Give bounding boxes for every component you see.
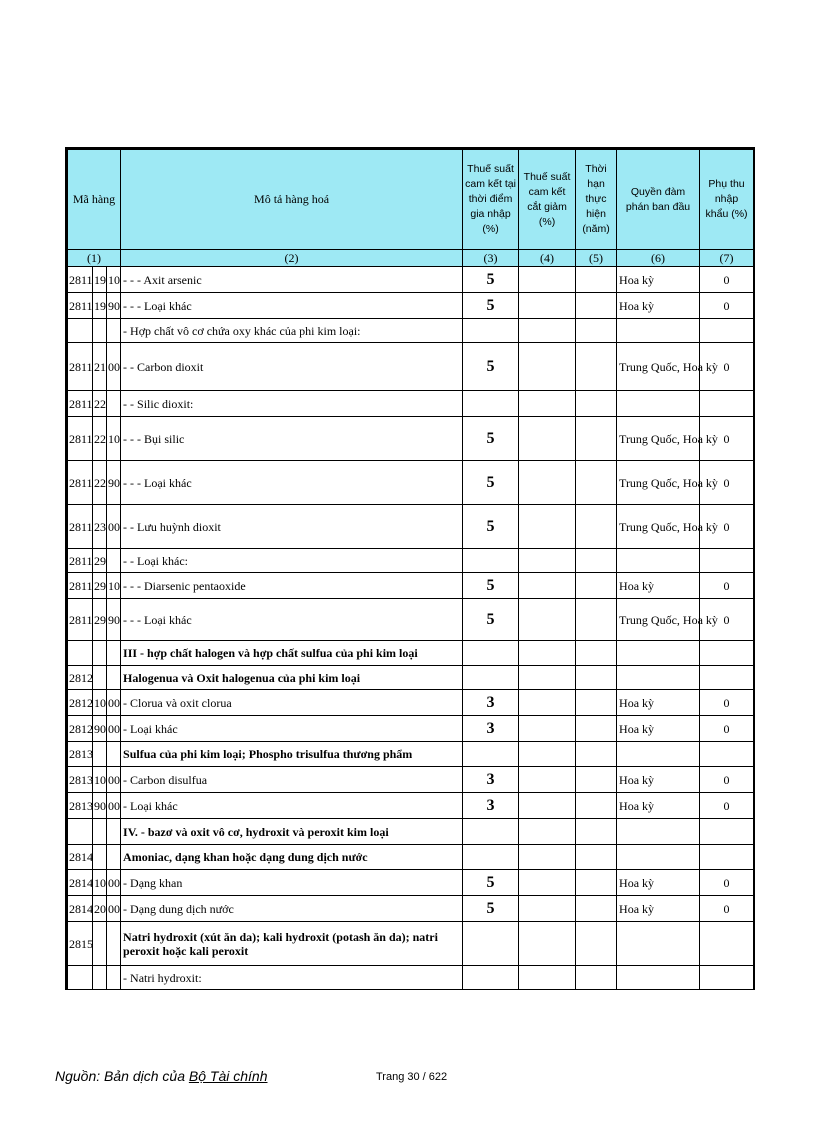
cell-cut	[519, 716, 576, 742]
cell-c2	[93, 966, 107, 990]
cell-c1: 2814	[68, 896, 93, 922]
cell-c2: 19	[93, 293, 107, 319]
cell-party: Trung Quốc, Hoa kỳ	[617, 599, 700, 641]
table-row	[68, 666, 754, 690]
tariff-table-container	[65, 147, 755, 990]
table-row	[68, 742, 754, 767]
cell-c3: 00	[107, 343, 121, 391]
cell-c3: 90	[107, 293, 121, 319]
cell-c1	[68, 819, 93, 845]
cell-term	[576, 267, 617, 293]
cell-desc: Amoniac, dạng khan hoặc dạng dung dịch nước	[121, 845, 463, 870]
cell-term	[576, 690, 617, 716]
cell-c2: 10	[93, 870, 107, 896]
cell-rate: 3	[463, 690, 519, 716]
cell-c2: 29	[93, 599, 107, 641]
cell-cut	[519, 461, 576, 505]
cell-c3: 10	[107, 267, 121, 293]
column-number: (4)	[519, 250, 576, 267]
cell-term	[576, 870, 617, 896]
cell-c1: 2811	[68, 505, 93, 549]
cell-rate: 5	[463, 267, 519, 293]
table-row	[68, 573, 754, 599]
table-row	[68, 461, 754, 505]
cell-c1: 2811	[68, 599, 93, 641]
cell-cut	[519, 417, 576, 461]
cell-c1	[68, 641, 93, 666]
cell-term	[576, 742, 617, 767]
cell-c1: 2813	[68, 742, 93, 767]
table-row	[68, 716, 754, 742]
header-implementation-period: Thời hạn thực hiện (năm)	[576, 150, 617, 250]
cell-sur: 0	[700, 870, 754, 896]
cell-sur	[700, 391, 754, 417]
cell-c1: 2811	[68, 391, 93, 417]
cell-cut	[519, 870, 576, 896]
cell-desc: IV. - bazơ và oxit vô cơ, hydroxit và peroxit kim loại	[121, 819, 463, 845]
cell-cut	[519, 896, 576, 922]
cell-term	[576, 293, 617, 319]
cell-term	[576, 819, 617, 845]
cell-rate	[463, 966, 519, 990]
cell-c2: 29	[93, 573, 107, 599]
cell-cut	[519, 573, 576, 599]
header-row	[68, 150, 754, 250]
cell-sur: 0	[700, 716, 754, 742]
cell-term	[576, 319, 617, 343]
cell-sur: 0	[700, 573, 754, 599]
cell-c1: 2811	[68, 417, 93, 461]
cell-c3: 00	[107, 716, 121, 742]
cell-rate: 5	[463, 870, 519, 896]
cell-party	[617, 845, 700, 870]
cell-cut	[519, 845, 576, 870]
cell-cut	[519, 505, 576, 549]
cell-c2	[93, 319, 107, 343]
cell-rate: 5	[463, 599, 519, 641]
table-row	[68, 343, 754, 391]
table-row	[68, 267, 754, 293]
cell-desc: Natri hydroxit (xút ăn da); kali hydroxit (potash ăn da); natri peroxit hoặc kali peroxit	[121, 922, 463, 966]
cell-c1: 2814	[68, 845, 93, 870]
cell-desc: - Dạng khan	[121, 870, 463, 896]
cell-rate	[463, 391, 519, 417]
header-description: Mô tả hàng hoá	[121, 150, 463, 250]
cell-cut	[519, 922, 576, 966]
cell-term	[576, 666, 617, 690]
cell-cut	[519, 293, 576, 319]
cell-c2	[93, 819, 107, 845]
cell-c2: 90	[93, 716, 107, 742]
cell-c1: 2812	[68, 666, 93, 690]
column-number-row	[68, 250, 754, 267]
table-row	[68, 549, 754, 573]
cell-rate: 5	[463, 573, 519, 599]
table-row	[68, 319, 754, 343]
cell-rate	[463, 641, 519, 666]
cell-c3: 90	[107, 461, 121, 505]
cell-desc: - Carbon disulfua	[121, 767, 463, 793]
column-number: (1)	[68, 250, 121, 267]
cell-c1: 2813	[68, 767, 93, 793]
cell-party	[617, 666, 700, 690]
cell-desc: III - hợp chất halogen và hợp chất sulfua của phi kim loại	[121, 641, 463, 666]
cell-party: Hoa kỳ	[617, 267, 700, 293]
cell-sur: 0	[700, 690, 754, 716]
cell-c2	[93, 742, 107, 767]
cell-c3: 90	[107, 599, 121, 641]
cell-sur	[700, 549, 754, 573]
cell-party: Trung Quốc, Hoa kỳ	[617, 417, 700, 461]
cell-cut	[519, 549, 576, 573]
cell-rate: 3	[463, 793, 519, 819]
cell-sur: 0	[700, 599, 754, 641]
cell-c3: 00	[107, 793, 121, 819]
cell-c1: 2811	[68, 461, 93, 505]
footer-source-prefix: Nguồn: Bản dịch của	[55, 1068, 185, 1084]
table-row	[68, 391, 754, 417]
footer-source-link[interactable]: Bộ Tài chính	[188, 1068, 268, 1084]
cell-party	[617, 819, 700, 845]
cell-cut	[519, 966, 576, 990]
column-number: (5)	[576, 250, 617, 267]
cell-c1: 2814	[68, 870, 93, 896]
cell-c2: 10	[93, 767, 107, 793]
cell-desc: - - Silic dioxit:	[121, 391, 463, 417]
cell-c3	[107, 966, 121, 990]
table-row	[68, 896, 754, 922]
cell-party	[617, 922, 700, 966]
cell-rate: 5	[463, 293, 519, 319]
cell-party	[617, 391, 700, 417]
column-number: (2)	[121, 250, 463, 267]
cell-party: Hoa kỳ	[617, 896, 700, 922]
cell-sur: 0	[700, 896, 754, 922]
cell-c2	[93, 845, 107, 870]
cell-party: Trung Quốc, Hoa kỳ	[617, 461, 700, 505]
cell-sur: 0	[700, 461, 754, 505]
cell-term	[576, 549, 617, 573]
cell-desc: - - Lưu huỳnh dioxit	[121, 505, 463, 549]
cell-cut	[519, 793, 576, 819]
cell-sur: 0	[700, 293, 754, 319]
cell-desc: - - - Loại khác	[121, 293, 463, 319]
cell-term	[576, 845, 617, 870]
cell-c3	[107, 819, 121, 845]
cell-c3: 00	[107, 767, 121, 793]
cell-c2: 90	[93, 793, 107, 819]
cell-sur	[700, 819, 754, 845]
table-row	[68, 922, 754, 966]
cell-c1: 2811	[68, 343, 93, 391]
footer-source	[55, 1068, 267, 1084]
cell-desc: - - - Loại khác	[121, 599, 463, 641]
cell-desc: Sulfua của phi kim loại; Phospho trisulfua thương phẩm	[121, 742, 463, 767]
cell-party: Hoa kỳ	[617, 767, 700, 793]
header-code: Mã hàng	[68, 150, 121, 250]
cell-sur	[700, 742, 754, 767]
cell-c1: 2812	[68, 690, 93, 716]
cell-rate	[463, 845, 519, 870]
cell-c2: 10	[93, 690, 107, 716]
cell-c1: 2811	[68, 573, 93, 599]
cell-sur: 0	[700, 767, 754, 793]
cell-sur: 0	[700, 417, 754, 461]
table-row	[68, 870, 754, 896]
cell-rate: 3	[463, 716, 519, 742]
cell-rate	[463, 666, 519, 690]
cell-term	[576, 767, 617, 793]
cell-desc: - Hợp chất vô cơ chứa oxy khác của phi kim loại:	[121, 319, 463, 343]
cell-sur	[700, 666, 754, 690]
cell-c2: 29	[93, 549, 107, 573]
tariff-table-body	[68, 267, 754, 990]
cell-c2	[93, 666, 107, 690]
cell-c3	[107, 319, 121, 343]
cell-sur	[700, 845, 754, 870]
column-number: (3)	[463, 250, 519, 267]
column-number: (6)	[617, 250, 700, 267]
cell-c3: 00	[107, 870, 121, 896]
cell-c1: 2811	[68, 549, 93, 573]
cell-cut	[519, 742, 576, 767]
cell-term	[576, 716, 617, 742]
cell-term	[576, 343, 617, 391]
cell-term	[576, 966, 617, 990]
cell-sur	[700, 319, 754, 343]
cell-party: Trung Quốc, Hoa kỳ	[617, 343, 700, 391]
cell-term	[576, 599, 617, 641]
cell-cut	[519, 690, 576, 716]
cell-term	[576, 922, 617, 966]
cell-desc: - - - Loại khác	[121, 461, 463, 505]
cell-c3	[107, 666, 121, 690]
cell-c3	[107, 845, 121, 870]
cell-c3: 10	[107, 417, 121, 461]
cell-c2: 22	[93, 461, 107, 505]
cell-term	[576, 391, 617, 417]
cell-rate	[463, 819, 519, 845]
cell-desc: - Natri hydroxit:	[121, 966, 463, 990]
table-row	[68, 690, 754, 716]
cell-party: Hoa kỳ	[617, 690, 700, 716]
table-row	[68, 641, 754, 666]
cell-rate: 5	[463, 343, 519, 391]
table-row	[68, 293, 754, 319]
cell-c1: 2813	[68, 793, 93, 819]
cell-cut	[519, 391, 576, 417]
cell-rate	[463, 742, 519, 767]
cell-c1: 2811	[68, 293, 93, 319]
table-row	[68, 599, 754, 641]
cell-party	[617, 319, 700, 343]
cell-cut	[519, 343, 576, 391]
cell-desc: - - Carbon dioxit	[121, 343, 463, 391]
cell-rate: 5	[463, 896, 519, 922]
cell-party: Hoa kỳ	[617, 293, 700, 319]
cell-sur: 0	[700, 505, 754, 549]
table-row	[68, 845, 754, 870]
cell-c1: 2812	[68, 716, 93, 742]
cell-c3	[107, 549, 121, 573]
cell-sur	[700, 966, 754, 990]
header-reduced-rate: Thuế suất cam kết cắt giảm (%)	[519, 150, 576, 250]
cell-cut	[519, 319, 576, 343]
cell-desc: - Loại khác	[121, 793, 463, 819]
tariff-table	[67, 149, 754, 990]
cell-sur	[700, 641, 754, 666]
cell-term	[576, 417, 617, 461]
cell-desc: - - - Bụi silic	[121, 417, 463, 461]
cell-party	[617, 641, 700, 666]
cell-cut	[519, 767, 576, 793]
cell-term	[576, 896, 617, 922]
cell-term	[576, 793, 617, 819]
cell-party: Trung Quốc, Hoa kỳ	[617, 505, 700, 549]
cell-c3: 10	[107, 573, 121, 599]
cell-rate: 5	[463, 417, 519, 461]
cell-cut	[519, 666, 576, 690]
cell-cut	[519, 267, 576, 293]
table-row	[68, 966, 754, 990]
table-row	[68, 417, 754, 461]
table-row	[68, 793, 754, 819]
cell-term	[576, 573, 617, 599]
cell-c1	[68, 319, 93, 343]
cell-term	[576, 641, 617, 666]
cell-c3: 00	[107, 505, 121, 549]
column-number: (7)	[700, 250, 754, 267]
cell-rate	[463, 549, 519, 573]
cell-sur: 0	[700, 793, 754, 819]
cell-party: Hoa kỳ	[617, 716, 700, 742]
table-row	[68, 819, 754, 845]
cell-c1: 2811	[68, 267, 93, 293]
cell-c3	[107, 391, 121, 417]
cell-desc: - - Loại khác:	[121, 549, 463, 573]
cell-party	[617, 549, 700, 573]
cell-c3	[107, 641, 121, 666]
cell-c2: 22	[93, 391, 107, 417]
cell-party	[617, 742, 700, 767]
cell-rate: 5	[463, 505, 519, 549]
cell-cut	[519, 819, 576, 845]
cell-c1: 2815	[68, 922, 93, 966]
cell-sur: 0	[700, 267, 754, 293]
cell-c2	[93, 641, 107, 666]
cell-desc: - - - Axit arsenic	[121, 267, 463, 293]
table-row	[68, 767, 754, 793]
cell-desc: - Clorua và oxit clorua	[121, 690, 463, 716]
cell-c3: 00	[107, 690, 121, 716]
cell-cut	[519, 599, 576, 641]
cell-desc: - Loại khác	[121, 716, 463, 742]
cell-c2: 22	[93, 417, 107, 461]
cell-term	[576, 461, 617, 505]
cell-c2: 23	[93, 505, 107, 549]
cell-desc: Halogenua và Oxit halogenua của phi kim loại	[121, 666, 463, 690]
cell-c3	[107, 922, 121, 966]
cell-party	[617, 966, 700, 990]
cell-sur: 0	[700, 343, 754, 391]
cell-party: Hoa kỳ	[617, 573, 700, 599]
cell-c2: 19	[93, 267, 107, 293]
cell-c2: 20	[93, 896, 107, 922]
cell-c3: 00	[107, 896, 121, 922]
cell-party: Hoa kỳ	[617, 793, 700, 819]
cell-desc: - - - Diarsenic pentaoxide	[121, 573, 463, 599]
cell-rate	[463, 319, 519, 343]
table-row	[68, 505, 754, 549]
header-committed-rate: Thuế suất cam kết tại thời điểm gia nhập (%)	[463, 150, 519, 250]
cell-term	[576, 505, 617, 549]
cell-c1	[68, 966, 93, 990]
cell-party: Hoa kỳ	[617, 870, 700, 896]
cell-desc: - Dạng dung dịch nước	[121, 896, 463, 922]
cell-rate: 5	[463, 461, 519, 505]
cell-c2: 21	[93, 343, 107, 391]
cell-cut	[519, 641, 576, 666]
cell-rate	[463, 922, 519, 966]
page-number: Trang 30 / 622	[376, 1071, 448, 1083]
header-negotiating-right: Quyền đàm phán ban đầu	[617, 150, 700, 250]
cell-c3	[107, 742, 121, 767]
header-import-surcharge: Phụ thu nhập khẩu (%)	[700, 150, 754, 250]
cell-sur	[700, 922, 754, 966]
cell-rate: 3	[463, 767, 519, 793]
cell-c2	[93, 922, 107, 966]
